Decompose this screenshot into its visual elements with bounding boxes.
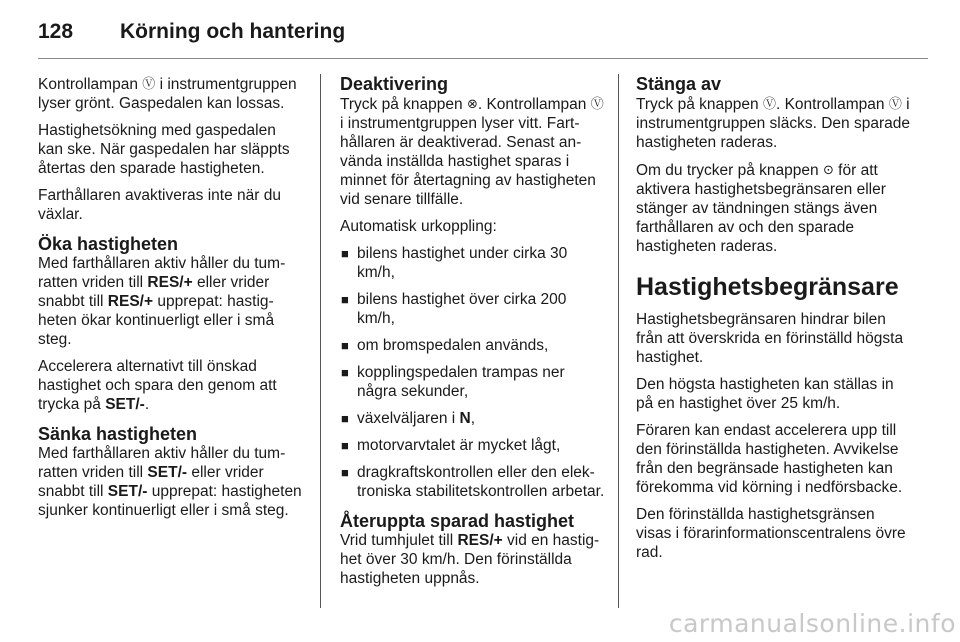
list-item: ■ bilens hastighet över cirka 200 km/h,	[341, 291, 567, 327]
cruise-control-icon: Ⓥ	[142, 76, 156, 91]
heading-decrease-speed: Sänka hastigheten	[38, 424, 198, 444]
heading-speed-limiter: Hastighetsbegränsare	[636, 273, 899, 301]
chapter-title: Körning och hantering	[120, 20, 346, 43]
bullet-icon: ■	[341, 438, 349, 453]
paragraph-limiter-button: Om du trycker på knappen ⊙ för att aktivera hastighetsbegränsaren eller stänger av tändningen stängs även farthållaren av och den sparade hastigheten raderas.	[636, 162, 886, 255]
cruise-off-icon: ⊗	[466, 96, 478, 111]
bullet-icon: ■	[341, 365, 349, 380]
auto-disengage-list	[340, 244, 606, 501]
watermark: carmanualsonline.info	[668, 609, 956, 638]
bullet-icon: ■	[341, 292, 349, 307]
column-3	[636, 74, 912, 570]
list-item: ■ bilens hastighet under cirka 30 km/h,	[341, 245, 568, 281]
paragraph-gear-change: Farthållaren avaktiveras inte när du växlar.	[38, 187, 281, 223]
heading-increase-speed: Öka hastigheten	[38, 234, 179, 254]
paragraph-decrease-speed: Med farthållaren aktiv håller du tumratten vriden till SET/- eller vrider snabbt till SET/- upprepat: hastigheten sjunker kontinuerligt eller i små steg.	[38, 445, 302, 519]
bullet-icon: ■	[341, 338, 349, 353]
paragraph-cruise-lamp: Kontrollampan Ⓥ i instrumentgruppen lyser grönt. Gaspedalen kan lossas.	[38, 76, 297, 112]
heading-deactivation: Deaktivering	[340, 74, 449, 94]
cruise-control-icon: Ⓥ	[888, 96, 902, 111]
paragraph-limiter-1: Hastighetsbegränsaren hindrar bilen från att överskrida en förinställd högsta hastighet.	[636, 311, 904, 366]
paragraph-turn-off: Tryck på knappen Ⓥ. Kontrollampan Ⓥ i instrumentgruppen släcks. Den sparade hastigheten raderas.	[636, 96, 910, 151]
paragraph-accelerate-alt: Accelerera alternativt till önskad hastighet och spara den genom att trycka på SET/-.	[38, 358, 277, 413]
paragraph-limiter-2: Den högsta hastigheten kan ställas in på en hastighet över 25 km/h.	[636, 376, 894, 412]
bullet-icon: ■	[341, 246, 349, 261]
column-1	[38, 74, 304, 528]
column-divider-2	[618, 74, 619, 608]
header-rule	[38, 58, 928, 59]
cruise-control-icon: Ⓥ	[590, 96, 604, 111]
bullet-icon: ■	[341, 465, 349, 480]
list-item: ■ växelväljaren i N,	[341, 410, 476, 427]
paragraph-increase-speed: Med farthållaren aktiv håller du tumratten vriden till RES/+ eller vrider snabbt till RES/+ upprepat: hastigheten ökar kontinuerligt eller i små steg.	[38, 255, 286, 348]
paragraph-deactivation: Tryck på knappen ⊗. Kontrollampan Ⓥ i instrumentgruppen lyser vitt. Farthållaren är deaktiverad. Senast använda inställda hastighet sparas i minnet för återtagning av hastigheten vid senare tillfälle.	[340, 96, 604, 208]
paragraph-auto-disengage: Automatisk urkoppling:	[340, 218, 497, 235]
page-number: 128	[38, 20, 74, 43]
list-item: ■ om bromspedalen används,	[341, 337, 549, 354]
list-item: ■ kopplingspedalen trampas ner några sekunder,	[341, 364, 565, 400]
list-item: ■ dragkraftskontrollen eller den elektroniska stabilitetskontrollen arbetar.	[341, 464, 605, 500]
cruise-control-icon: Ⓥ	[762, 96, 776, 111]
column-divider-1	[320, 74, 321, 608]
column-2	[340, 74, 606, 596]
heading-turn-off: Stänga av	[636, 74, 722, 94]
page-header	[38, 16, 928, 56]
heading-resume-speed: Återuppta sparad hastighet	[340, 511, 575, 531]
bullet-icon: ■	[341, 411, 349, 426]
paragraph-limiter-3: Föraren kan endast accelerera upp till den förinställda hastigheten. Avvikelse från den begränsade hastigheten kan förekomma vid körning i nedförsbacke.	[636, 422, 903, 496]
speed-limiter-icon: ⊙	[822, 162, 834, 177]
paragraph-limiter-4: Den förinställda hastighetsgränsen visas i förarinformationscentralens övre rad.	[636, 506, 906, 561]
paragraph-accelerate: Hastighetsökning med gaspedalen kan ske. När gaspedalen har släppts återtas den sparade hastigheten.	[38, 122, 290, 177]
list-item: ■ motorvarvtalet är mycket lågt,	[341, 437, 561, 454]
paragraph-resume-speed: Vrid tumhjulet till RES/+ vid en hastighet över 30 km/h. Den förinställda hastigheten uppnås.	[340, 532, 600, 587]
